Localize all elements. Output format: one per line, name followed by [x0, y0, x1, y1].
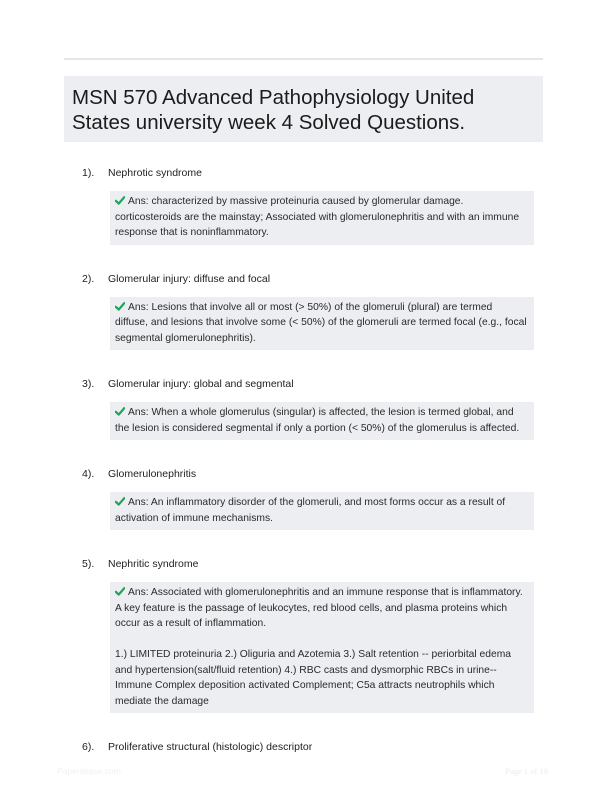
- question-header: [82, 377, 534, 391]
- question-header: [82, 557, 534, 571]
- check-icon: [115, 497, 125, 506]
- answer-paragraph: [115, 585, 528, 632]
- title-banner: [64, 76, 543, 142]
- check-icon: [115, 587, 125, 596]
- question-list: [82, 166, 534, 781]
- question-number: 5).: [82, 558, 95, 570]
- question-header: [82, 467, 534, 481]
- footer-site: Papersbase.com: [57, 766, 121, 776]
- check-icon: [115, 302, 125, 311]
- check-icon: [115, 196, 125, 205]
- answer-text: Ans: Lesions that involve all or most (> 50%) of the glomeruli (plural) are termed diffuse, and lesions that involve some (< 50%) of the glomeruli are termed focal (e.g., focal segmental glomerulonephritis).: [115, 301, 527, 344]
- answer-box: [110, 191, 534, 245]
- question-header: [82, 272, 534, 286]
- question-item: [82, 557, 534, 713]
- footer-page-number: Page 1 of 18: [505, 766, 548, 776]
- answer-text: Ans: When a whole glomerulus (singular) is affected, the lesion is termed global, and the lesion is considered segmental if only a portion (< 50%) of the glomerulus is affected.: [115, 407, 520, 434]
- question-item: [82, 377, 534, 440]
- check-icon: [115, 407, 125, 416]
- question-item: [82, 467, 534, 530]
- question-text: Glomerular injury: global and segmental: [108, 378, 294, 390]
- answer-extra-paragraph: 1.) LIMITED proteinuria 2.) Oliguria and Azotemia 3.) Salt retention -- periorbital edema and hypertension(salt/fluid retention) 4.) RBC casts and dysmorphic RBCs in urine-- Immune Complex deposition activated Complement; C5a attracts neutrophils which mediate the damage: [115, 649, 512, 707]
- question-number: 1).: [82, 167, 95, 179]
- top-divider: [64, 58, 543, 60]
- document-title: MSN 570 Advanced Pathophysiology United States university week 4 Solved Questions.: [72, 86, 475, 134]
- question-header: [82, 166, 534, 180]
- question-number: 4).: [82, 468, 95, 480]
- question-text: Proliferative structural (histologic) descriptor: [108, 741, 313, 753]
- question-item: [82, 740, 534, 754]
- question-number: 2).: [82, 272, 95, 285]
- answer-paragraph: [115, 300, 528, 347]
- question-text: Glomerulonephritis: [108, 468, 197, 480]
- question-text: Nephritic syndrome: [108, 558, 199, 570]
- question-header: [82, 740, 534, 754]
- answer-box: [110, 492, 534, 530]
- question-text: Glomerular injury: diffuse and focal: [108, 272, 271, 285]
- answer-text: Ans: characterized by massive proteinuria caused by glomerular damage. corticosteroids are the mainstay; Associated with glomerulonephritis and with an immune response that is noninflammatory.: [115, 196, 520, 238]
- question-number: 3).: [82, 378, 95, 390]
- answer-box: [110, 582, 534, 713]
- question-item: [82, 166, 534, 245]
- question-number: 6).: [82, 741, 95, 753]
- answer-box: [110, 402, 534, 440]
- question-text: Nephrotic syndrome: [108, 167, 202, 179]
- answer-text: Ans: Associated with glomerulonephritis and an immune response that is inflammatory. A key feature is the passage of leukocytes, red blood cells, and plasma proteins which occur as a result of inflammation.: [115, 587, 523, 629]
- question-item: [82, 272, 534, 351]
- answer-paragraph: [115, 405, 528, 436]
- answer-paragraph: [115, 194, 528, 241]
- answer-paragraph: [115, 495, 528, 526]
- answer-box: [110, 297, 534, 351]
- answer-text: Ans: An inflammatory disorder of the glomeruli, and most forms occur as a result of activation of immune mechanisms.: [115, 497, 506, 524]
